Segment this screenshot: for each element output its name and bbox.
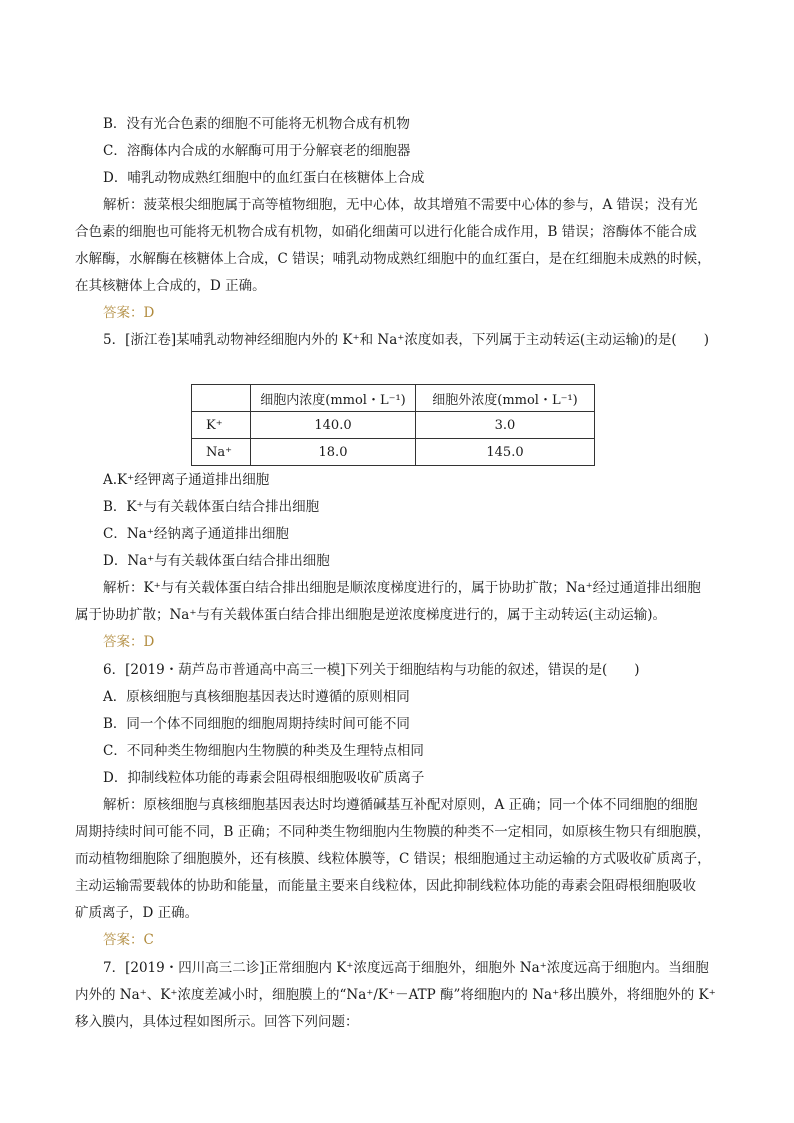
table-ion-cell: Na⁺	[192, 439, 251, 466]
table-value-cell: 18.0	[251, 439, 416, 466]
q5-stem: 5．[浙江卷]某哺乳动物神经细胞内外的 K⁺和 Na⁺浓度如表，下列属于主动转运(主动运输)的是( )	[103, 332, 709, 348]
q7-stem-line-3: 移入膜内，具体过程如图所示。回答下列问题：	[75, 1014, 359, 1030]
q7-stem-line-2: 内外的 Na⁺、K⁺浓度差减小时，细胞膜上的“Na⁺/K⁺－ATP 酶”将细胞内的 Na⁺移出膜外，将细胞外的 K⁺	[75, 987, 716, 1003]
q4-option-c: C．溶酶体内合成的水解酶可用于分解衰老的细胞器	[103, 143, 411, 159]
q4-analysis-line-3: 水解酶，水解酶在核糖体上合成，C 错误；哺乳动物成熟红细胞中的血红蛋白，是在红细胞未成熟的时候，	[75, 251, 711, 267]
q6-option-b: B．同一个体不同细胞的细胞周期持续时间可能不同	[103, 716, 410, 732]
table-row	[192, 439, 595, 466]
table-header-row	[192, 385, 595, 412]
q5-analysis-line-2: 属于协助扩散；Na⁺与有关载体蛋白结合排出细胞是逆浓度梯度进行的，属于主动转运(主动运输)。	[75, 607, 667, 623]
q4-option-b: B．没有光合色素的细胞不可能将无机物合成有机物	[103, 116, 410, 132]
table-value-cell: 140.0	[251, 412, 416, 439]
q4-answer: 答案：D	[103, 305, 155, 321]
q6-analysis-line-2: 周期持续时间可能不同，B 正确；不同种类生物细胞内生物膜的种类不一定相同，如原核生物只有细胞膜，	[75, 824, 711, 840]
table-ion-cell: K⁺	[192, 412, 251, 439]
q5-option-b: B．K⁺与有关载体蛋白结合排出细胞	[103, 499, 320, 515]
q4-analysis-line-1: 解析：菠菜根尖细胞属于高等植物细胞，无中心体，故其增殖不需要中心体的参与，A 错误；没有光	[103, 197, 698, 213]
q5-analysis-line-1: 解析：K⁺与有关载体蛋白结合排出细胞是顺浓度梯度进行的，属于协助扩散；Na⁺经过通道排出细胞	[103, 580, 701, 596]
q7-stem-line-1: 7．[2019・四川高三二诊]正常细胞内 K⁺浓度远高于细胞外，细胞外 Na⁺浓度远高于细胞内。当细胞	[103, 960, 709, 976]
table-value-cell: 3.0	[416, 412, 595, 439]
q6-analysis-line-3: 而动植物细胞除了细胞膜外，还有核膜、线粒体膜等，C 错误；根细胞通过主动运输的方式吸收矿质离子，	[75, 851, 711, 867]
table-row	[192, 412, 595, 439]
table-value-cell: 145.0	[416, 439, 595, 466]
concentration-table	[191, 384, 595, 466]
q6-analysis-line-5: 矿质离子，D 正确。	[75, 905, 199, 921]
q4-analysis-line-4: 在其核糖体上合成的，D 正确。	[75, 278, 266, 294]
q5-answer: 答案：D	[103, 634, 155, 650]
q6-answer: 答案：C	[103, 932, 154, 948]
q5-option-d: D．Na⁺与有关载体蛋白结合排出细胞	[103, 553, 330, 569]
q4-option-d: D．哺乳动物成熟红细胞中的血红蛋白在核糖体上合成	[103, 170, 425, 186]
q6-option-c: C．不同种类生物细胞内生物膜的种类及生理特点相同	[103, 743, 424, 759]
table-header-inside: 细胞内浓度(mmol・L⁻¹)	[251, 385, 416, 412]
q6-analysis-line-1: 解析：原核细胞与真核细胞基因表达时均遵循碱基互补配对原则，A 正确；同一个体不同细胞的细胞	[103, 797, 698, 813]
q6-option-d: D．抑制线粒体功能的毒素会阻碍根细胞吸收矿质离子	[103, 770, 425, 786]
q5-option-a: A.K⁺经钾离子通道排出细胞	[103, 472, 270, 488]
table-header-outside: 细胞外浓度(mmol・L⁻¹)	[416, 385, 595, 412]
q5-option-c: C．Na⁺经钠离子通道排出细胞	[103, 526, 289, 542]
q6-stem: 6．[2019・葫芦岛市普通高中高三一模]下列关于细胞结构与功能的叙述，错误的是( )	[103, 662, 640, 678]
table-corner-cell	[192, 385, 251, 412]
q6-option-a: A．原核细胞与真核细胞基因表达时遵循的原则相同	[103, 689, 410, 705]
q4-analysis-line-2: 合色素的细胞也可能将无机物合成有机物，如硝化细菌可以进行化能合成作用，B 错误；溶酶体不能合成	[75, 224, 697, 240]
q6-analysis-line-4: 主动运输需要载体的协助和能量，而能量主要来自线粒体，因此抑制线粒体功能的毒素会阻碍根细胞吸收	[75, 878, 696, 894]
